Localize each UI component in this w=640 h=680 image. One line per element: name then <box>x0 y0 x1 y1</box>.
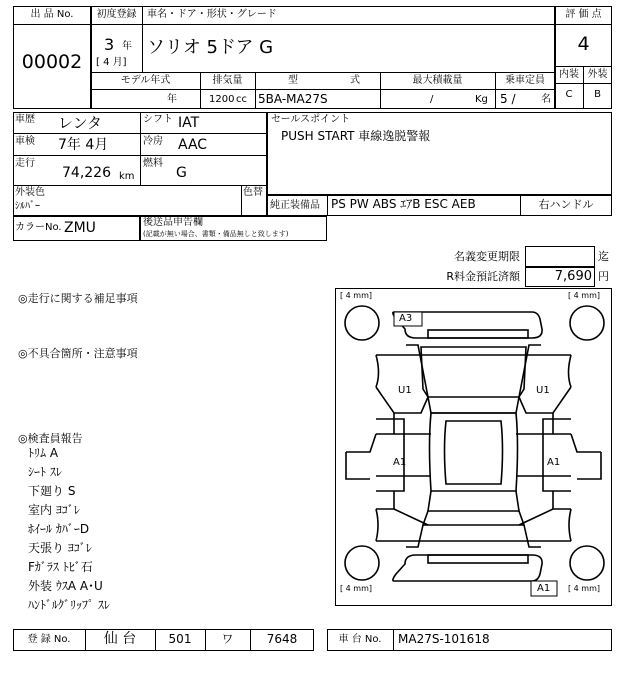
color-no-label: カラーNo. <box>15 222 62 233</box>
damage-mark-left-fender: U1 <box>398 385 412 396</box>
plate-number: 7648 <box>266 632 298 646</box>
plate-region: 仙 台 <box>103 631 137 647</box>
model-year-unit: 年 <box>167 94 177 105</box>
plate-class: 501 <box>168 632 192 646</box>
history: レンタ <box>58 114 103 132</box>
vehicle-diagram <box>335 288 612 606</box>
model-year-label: モデル年式 <box>120 75 171 86</box>
displacement-label: 排気量 <box>212 75 243 86</box>
capacity: 5 / <box>500 92 516 106</box>
type-label-1: 型 <box>288 75 298 86</box>
tire-depth-rear-left: [ 4 mm] <box>340 584 373 593</box>
type-label-2: 式 <box>350 75 360 86</box>
damage-mark-left-door: A1 <box>393 457 407 468</box>
plate-kana: ワ <box>221 632 234 646</box>
inspector-item: 下廻り S <box>28 484 76 498</box>
sales-point-text: PUSH START 車線逸脱警報 <box>281 129 431 143</box>
defects-notes-title: ◎不具合箇所・注意事項 <box>18 347 138 360</box>
inspector-item: ﾄﾘﾑ A <box>28 446 59 460</box>
vehicle-outline-svg <box>336 289 611 605</box>
fuel-label: 燃料 <box>143 158 163 169</box>
first-registration-label: 初度登録 <box>96 9 137 20</box>
history-label: 車歴 <box>15 114 35 125</box>
documents-label: 後送品申告欄 <box>143 217 203 228</box>
mileage-unit: km <box>119 171 135 182</box>
displacement-unit: cc <box>236 94 247 105</box>
driving-notes-title: ◎走行に関する補足事項 <box>18 292 138 305</box>
chassis-number: MA27S-101618 <box>398 632 490 646</box>
capacity-unit: 名 <box>541 94 551 105</box>
recycling-fee-label: R料金預託済額 <box>446 270 520 283</box>
shift: IAT <box>178 115 200 131</box>
exterior-color-label: 外装色 <box>15 187 45 198</box>
interior-label: 内装 <box>559 69 579 80</box>
first-registration-year-unit: 年 <box>122 41 132 52</box>
damage-mark-right-door: A1 <box>547 457 561 468</box>
exterior-label: 外装 <box>587 69 608 80</box>
exterior-score: B <box>594 89 601 100</box>
inspection: 7年 4月 <box>58 137 109 153</box>
color-no: ZMU <box>64 220 96 236</box>
damage-mark-right-fender: U1 <box>536 385 550 396</box>
recycling-fee-unit: 円 <box>598 270 609 283</box>
car-name: ソリオ 5ドア G <box>147 37 274 58</box>
first-registration-month: [ 4 月] <box>96 57 127 68</box>
tire-depth-front-left: [ 4 mm] <box>340 291 373 300</box>
tire-depth-rear-right: [ 4 mm] <box>568 584 601 593</box>
exterior-color: ｼﾙﾊﾞｰ <box>15 201 40 212</box>
score-label: 評 価 点 <box>565 9 602 20</box>
chassis-no-label: 車 台 No. <box>338 634 382 645</box>
inspector-item: 外装 ｳｽA A･U <box>28 579 103 593</box>
steering-position: 右ハンドル <box>538 198 594 211</box>
inspector-item: ﾊﾝﾄﾞﾙｸﾞﾘｯﾌﾟ ｽﾚ <box>28 598 110 612</box>
mileage-label: 走行 <box>15 158 35 169</box>
wheel-rear-left <box>345 546 379 580</box>
inspector-item: 室内 ﾖｺﾞﾚ <box>28 503 80 517</box>
wheel-front-left <box>345 306 379 340</box>
tire-depth-front-right: [ 4 mm] <box>568 291 601 300</box>
interior-score: C <box>565 89 573 100</box>
inspector-report-title: ◎検査員報告 <box>18 432 83 445</box>
score: 4 <box>577 33 590 55</box>
capacity-label: 乗車定員 <box>505 75 545 86</box>
damage-mark-rear-bumper: A1 <box>537 583 551 594</box>
wheel-front-right <box>570 306 604 340</box>
max-load-unit: Kg <box>475 94 488 105</box>
repaint-label: 色替 <box>243 187 263 198</box>
name-change-deadline-box <box>525 246 595 267</box>
equipment-items: PS PW ABS ｴｱB ESC AEB <box>331 197 476 211</box>
inspection-label: 車検 <box>15 136 35 147</box>
rear-bumper-outline <box>393 555 542 581</box>
registration-no-label: 登 録 No. <box>27 634 71 645</box>
air-conditioning: AAC <box>178 137 208 153</box>
displacement: 1200 <box>209 94 235 105</box>
ac-label: 冷房 <box>143 136 163 147</box>
max-load: / <box>430 94 434 105</box>
lot-number: 00002 <box>21 51 83 73</box>
recycling-fee: 7,690 <box>554 269 592 284</box>
max-load-label: 最大積載量 <box>412 75 463 86</box>
name-change-deadline-unit: 迄 <box>598 250 609 263</box>
model-type: 5BA-MA27S <box>258 92 328 106</box>
inspector-item: ｼｰﾄ ｽﾚ <box>28 465 62 479</box>
car-name-label: 車名・ドア・形状・グレード <box>147 9 277 20</box>
fuel: G <box>176 165 187 181</box>
lot-number-label: 出 品 No. <box>30 9 74 20</box>
inspector-item: 天張り ﾖｺﾞﾚ <box>28 541 92 555</box>
inspector-item: Fｶﾞﾗｽ ﾄﾋﾞ石 <box>28 560 93 574</box>
wheel-rear-right <box>570 546 604 580</box>
first-registration-year: 3 <box>104 35 115 54</box>
mileage: 74,226 <box>62 165 111 181</box>
equipment-label: 純正装備品 <box>270 200 320 211</box>
name-change-deadline-label: 名義変更期限 <box>454 250 520 263</box>
damage-mark-front-bumper: A3 <box>399 313 413 324</box>
sales-point-label: セールスポイント <box>271 114 351 125</box>
shift-label: シフト <box>143 114 173 125</box>
inspector-item: ﾎｲｰﾙ ｶﾊﾞｰD <box>28 522 90 536</box>
documents-note: (記載が無い場合、書類・備品無しと致します) <box>143 230 289 238</box>
